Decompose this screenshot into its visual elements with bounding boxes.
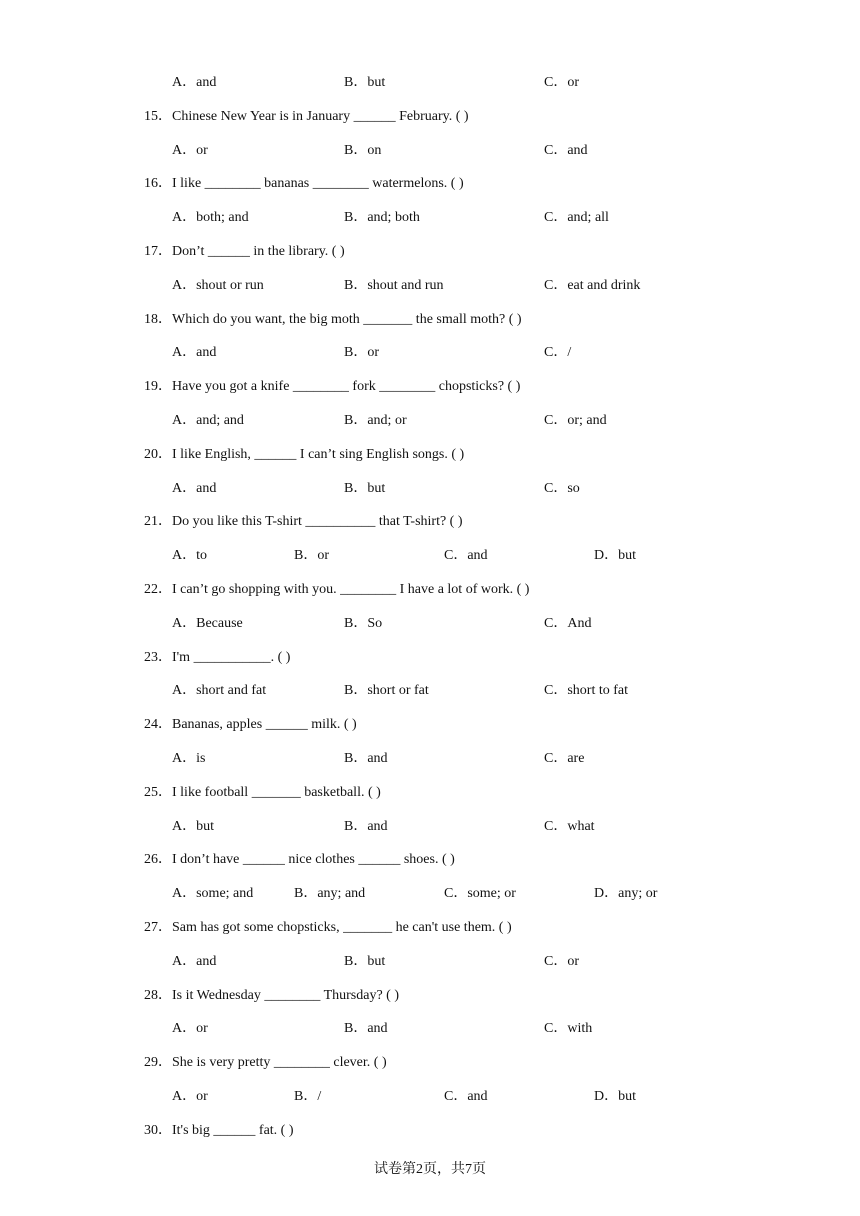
option-a: A．and xyxy=(172,953,217,969)
question-line xyxy=(0,173,860,195)
options-line xyxy=(0,478,860,500)
question-line xyxy=(0,241,860,263)
option-a: A．and xyxy=(172,480,217,496)
question-text: 15．Chinese New Year is in January ______ February. ( ) xyxy=(144,108,469,124)
options-line xyxy=(0,72,860,94)
options-line xyxy=(0,680,860,702)
option-b: B．So xyxy=(344,615,383,631)
option-a: A．and xyxy=(172,345,217,361)
option-c: C．what xyxy=(544,818,595,834)
option-a: A．short and fat xyxy=(172,683,267,699)
options-line xyxy=(0,816,860,838)
option-d: D．any; or xyxy=(594,886,658,902)
question-line xyxy=(0,1120,860,1142)
question-line xyxy=(0,917,860,939)
option-b: B．and xyxy=(344,1021,388,1037)
options-line xyxy=(0,613,860,635)
question-text: 23．I'm ___________. ( ) xyxy=(144,649,291,665)
option-a: A．to xyxy=(172,548,207,564)
option-c: C．and xyxy=(544,142,588,158)
option-c: C．and; all xyxy=(544,210,609,226)
question-text: 27．Sam has got some chopsticks, _______ he can't use them. ( ) xyxy=(144,920,512,935)
option-a: A．or xyxy=(172,142,208,158)
option-d: D．but xyxy=(594,548,636,564)
option-c: C．so xyxy=(544,480,580,496)
question-text: 25．I like football _______ basketball. ( ) xyxy=(144,784,381,800)
options-line xyxy=(0,342,860,364)
options-line xyxy=(0,140,860,162)
option-b: B．on xyxy=(344,142,382,158)
option-c: C．short to fat xyxy=(544,683,628,699)
options-line xyxy=(0,545,860,567)
option-c: C．eat and drink xyxy=(544,277,641,293)
options-line xyxy=(0,275,860,297)
question-line xyxy=(0,511,860,533)
option-c: C．are xyxy=(544,751,585,766)
question-line xyxy=(0,849,860,871)
option-b: B．short or fat xyxy=(344,683,429,699)
option-c: C．with xyxy=(544,1021,593,1037)
option-c: C．and xyxy=(444,1089,488,1104)
option-c: C．or xyxy=(544,953,579,969)
option-c: C．or xyxy=(544,75,579,90)
options-line xyxy=(0,1018,860,1040)
option-b: B．or xyxy=(344,345,379,361)
question-text: 24．Bananas, apples ______ milk. ( ) xyxy=(144,717,357,733)
question-text: 28．Is it Wednesday ________ Thursday? ( ) xyxy=(144,987,399,1003)
option-c: C．or; and xyxy=(544,413,607,428)
question-text: 21．Do you like this T-shirt __________ that T-shirt? ( ) xyxy=(144,514,463,530)
question-text: 16．I like ________ bananas ________ watermelons. ( ) xyxy=(144,176,464,192)
options-line xyxy=(0,748,860,770)
option-a: A．both; and xyxy=(172,210,249,226)
option-b: B．but xyxy=(344,953,386,969)
options-line xyxy=(0,951,860,973)
option-b: B．and xyxy=(344,751,388,766)
option-b: B．and; or xyxy=(344,413,407,428)
option-b: B．any; and xyxy=(294,886,366,902)
question-line xyxy=(0,1052,860,1074)
option-b: B．or xyxy=(294,548,329,564)
question-text: 19．Have you got a knife ________ fork ________ chopsticks? ( ) xyxy=(144,379,521,395)
option-a: A．or xyxy=(172,1021,208,1037)
option-a: A．some; and xyxy=(172,886,254,902)
option-a: A．and; and xyxy=(172,413,244,428)
options-line xyxy=(0,1086,860,1108)
question-text: 18．Which do you want, the big moth _______ the small moth? ( ) xyxy=(144,311,522,327)
question-text: 22．I can’t go shopping with you. ________ I have a lot of work. ( ) xyxy=(144,582,530,597)
question-line xyxy=(0,985,860,1007)
question-line xyxy=(0,106,860,128)
option-c: C．some; or xyxy=(444,886,516,902)
question-line xyxy=(0,782,860,804)
question-text: 17．Don’t ______ in the library. ( ) xyxy=(144,244,345,259)
question-text: 30．It's big ______ fat. ( ) xyxy=(144,1122,294,1138)
question-line xyxy=(0,647,860,669)
question-text: 20．I like English, ______ I can’t sing English songs. ( ) xyxy=(144,446,465,462)
question-text: 26．I don’t have ______ nice clothes ______ shoes. ( ) xyxy=(144,852,455,868)
question-line xyxy=(0,309,860,331)
question-text: 29．She is very pretty ________ clever. ( ) xyxy=(144,1055,387,1071)
page-footer: 试卷第2页，共7页 xyxy=(374,1162,486,1177)
option-a: A．is xyxy=(172,751,206,766)
option-b: B．shout and run xyxy=(344,277,444,293)
question-line xyxy=(0,376,860,398)
option-c: C．/ xyxy=(544,345,572,361)
option-a: A．shout or run xyxy=(172,277,264,293)
option-b: B．but xyxy=(344,75,386,90)
options-line xyxy=(0,410,860,432)
option-a: A．and xyxy=(172,75,217,90)
question-line xyxy=(0,579,860,601)
option-c: C．And xyxy=(544,615,592,631)
option-d: D．but xyxy=(594,1089,636,1104)
option-a: A．or xyxy=(172,1089,208,1104)
option-b: B．but xyxy=(344,480,386,496)
option-a: A．Because xyxy=(172,615,243,631)
options-line xyxy=(0,207,860,229)
option-a: A．but xyxy=(172,818,214,834)
option-b: B．/ xyxy=(294,1089,322,1104)
question-line xyxy=(0,714,860,736)
option-b: B．and xyxy=(344,818,388,834)
option-b: B．and; both xyxy=(344,210,420,226)
option-c: C．and xyxy=(444,548,488,564)
options-line xyxy=(0,883,860,905)
question-line xyxy=(0,444,860,466)
